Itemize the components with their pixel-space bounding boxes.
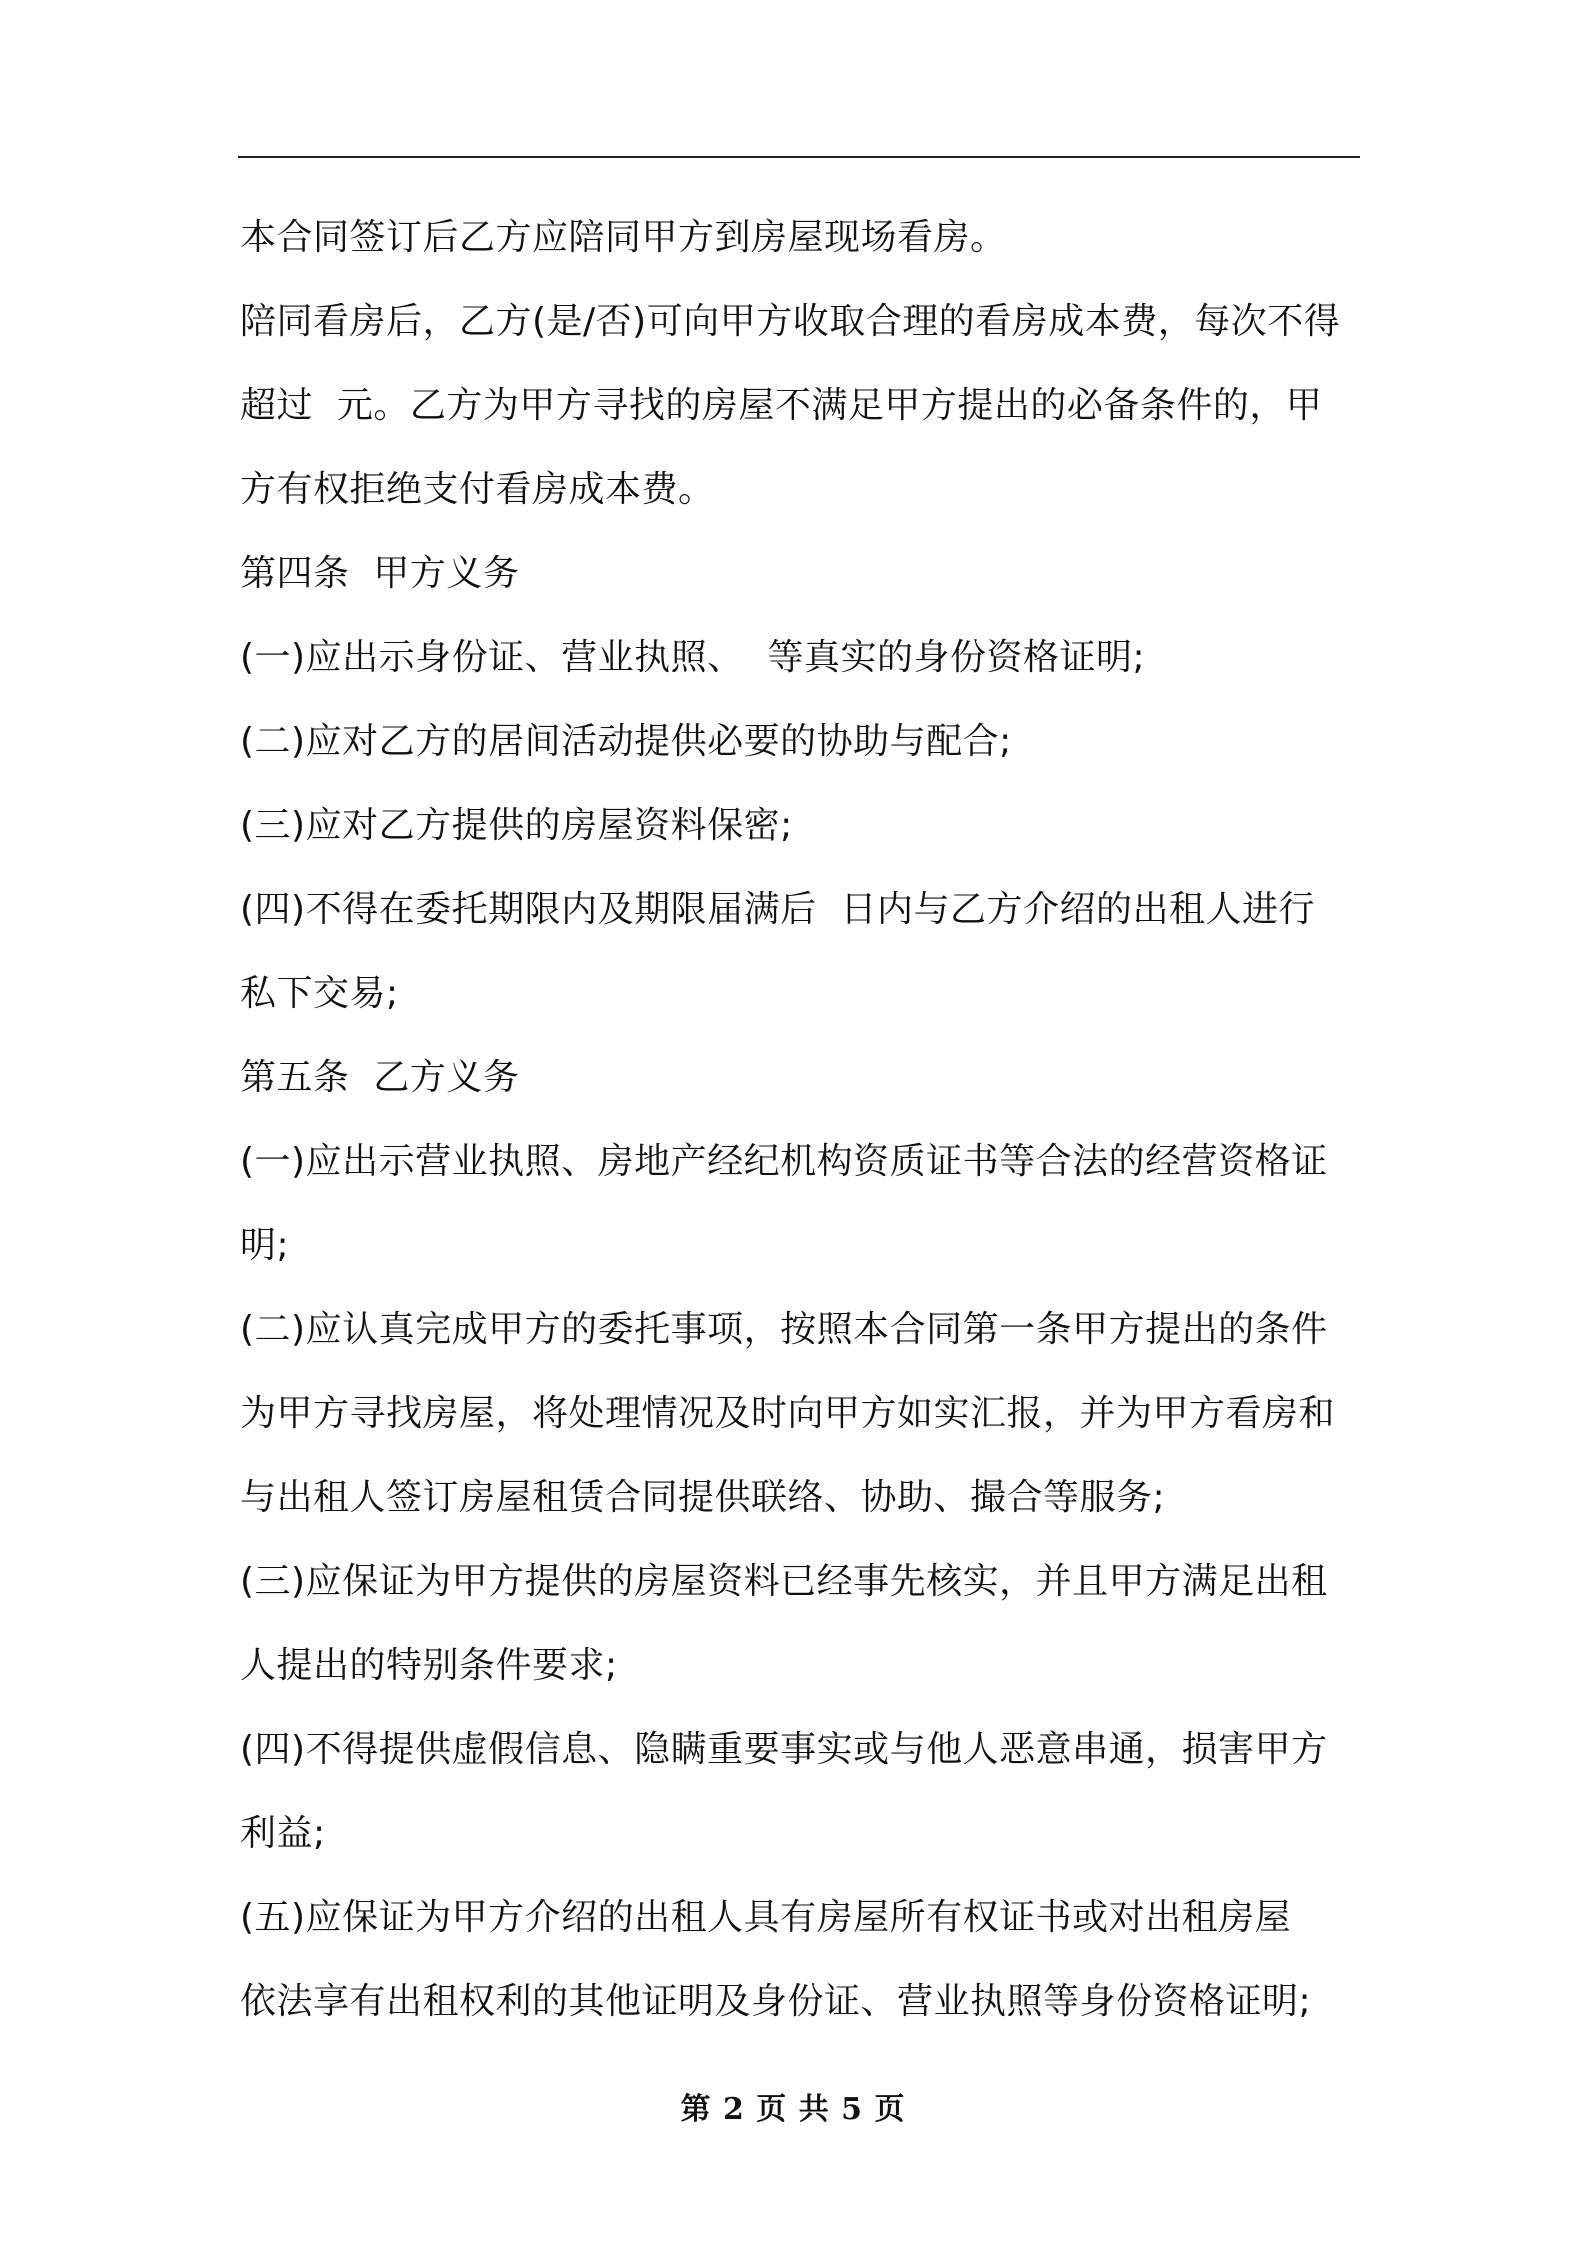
page-number-footer: 第 2 页 共 5 页 — [680, 2092, 906, 2127]
paragraph-line: 超过 元。乙方为甲方寻找的房屋不满足甲方提出的必备条件的，甲 — [240, 385, 1323, 426]
clause-line: (一)应出示营业执照、房地产经纪机构资质证书等合法的经营资格证 — [240, 1141, 1328, 1182]
clause-line: 人提出的特别条件要求; — [240, 1645, 618, 1686]
clause-line: 利益; — [240, 1813, 326, 1854]
clause-line: (五)应保证为甲方介绍的出租人具有房屋所有权证书或对出租房屋 — [240, 1897, 1292, 1938]
clause-line: 依法享有出租权利的其他证明及身份证、营业执照等身份资格证明; — [240, 1981, 1312, 2022]
clause-line: (四)不得在委托期限内及期限届满后 日内与乙方介绍的出租人进行 — [240, 889, 1315, 930]
clause-line: (四)不得提供虚假信息、隐瞒重要事实或与他人恶意串通，损害甲方 — [240, 1729, 1328, 1770]
clause-line: (三)应对乙方提供的房屋资料保密; — [240, 805, 793, 846]
article-heading: 第四条 甲方义务 — [240, 553, 520, 594]
document-body — [240, 196, 1360, 2044]
clause-line: 为甲方寻找房屋，将处理情况及时向甲方如实汇报，并为甲方看房和 — [240, 1393, 1336, 1434]
clause-line: (一)应出示身份证、营业执照、 等真实的身份资格证明; — [240, 637, 1146, 678]
clause-line: (二)应对乙方的居间活动提供必要的协助与配合; — [240, 721, 1012, 762]
article-heading: 第五条 乙方义务 — [240, 1057, 520, 1098]
paragraph-line: 本合同签订后乙方应陪同甲方到房屋现场看房。 — [240, 217, 1007, 258]
paragraph-line: 陪同看房后，乙方(是/否)可向甲方收取合理的看房成本费，每次不得 — [240, 301, 1341, 342]
clause-line: (三)应保证为甲方提供的房屋资料已经事先核实，并且甲方满足出租 — [240, 1561, 1328, 1602]
clause-line: (二)应认真完成甲方的委托事项，按照本合同第一条甲方提出的条件 — [240, 1309, 1328, 1350]
paragraph-line: 方有权拒绝支付看房成本费。 — [240, 469, 715, 510]
clause-line: 私下交易; — [240, 973, 399, 1014]
clause-line: 明; — [240, 1225, 290, 1266]
header-rule — [238, 156, 1360, 158]
clause-line: 与出租人签订房屋租赁合同提供联络、协助、撮合等服务; — [240, 1477, 1166, 1518]
